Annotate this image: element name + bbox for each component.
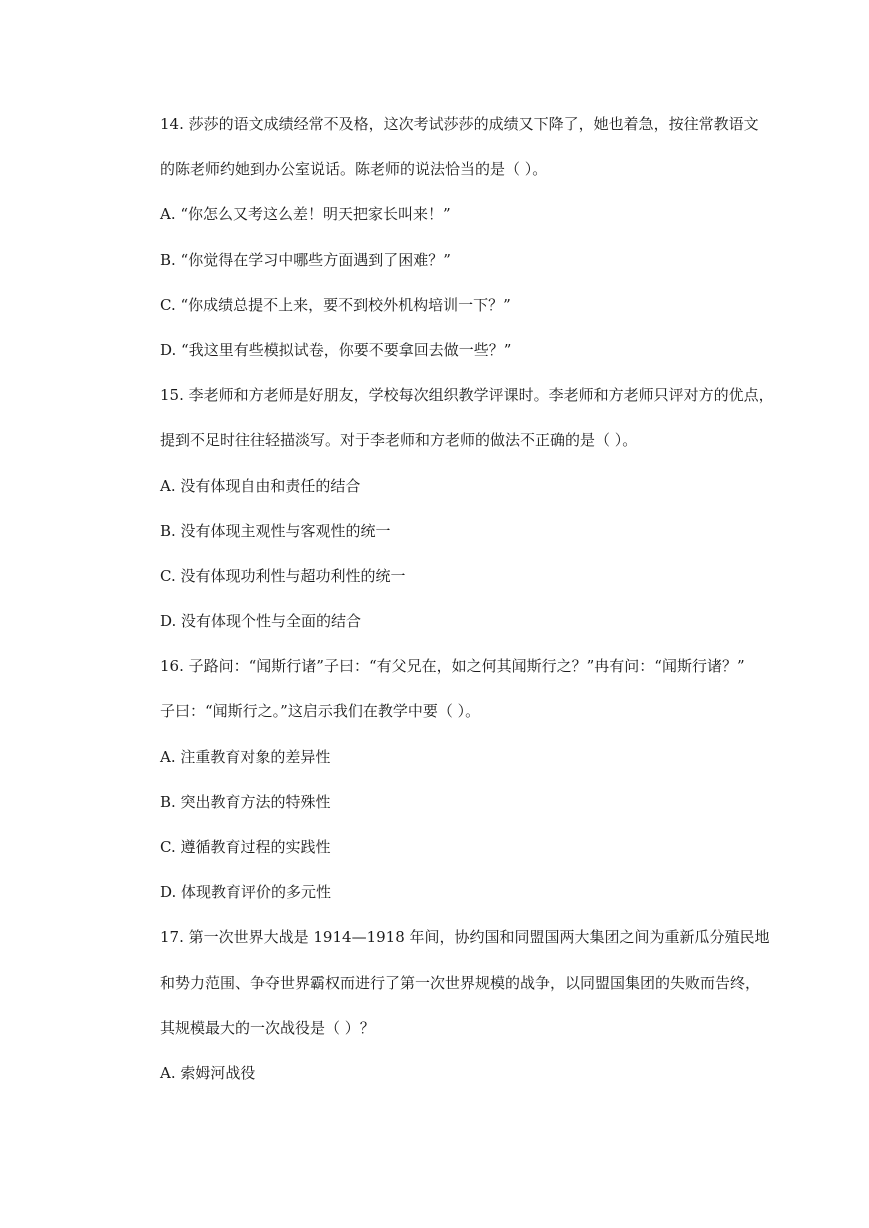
q15-stem-line-2: 提到不足时往往轻描淡写。对于李老师和方老师的做法不正确的是（ ）。 bbox=[160, 431, 638, 450]
q14-option-b: B. “你觉得在学习中哪些方面遇到了困难？” bbox=[160, 250, 451, 269]
q14-stem-line-2: 的陈老师约她到办公室说话。陈老师的说法恰当的是（ ）。 bbox=[160, 160, 548, 179]
q16-stem-line-1: 16. 子路问：“闻斯行诸”子曰：“有父兄在，如之何其闻斯行之？”冉有问：“闻斯行诸？” bbox=[160, 657, 745, 676]
q16-option-c: C. 遵循教育过程的实践性 bbox=[160, 838, 331, 856]
q15-option-c: C. 没有体现功利性与超功利性的统一 bbox=[160, 566, 406, 585]
q16-option-a: A. 注重教育对象的差异性 bbox=[160, 747, 331, 766]
q14-option-a: A. “你怎么又考这么差！明天把家长叫来！” bbox=[160, 205, 451, 224]
q16-stem-line-2: 子曰：“闻斯行之。”这启示我们在教学中要（ ）。 bbox=[160, 702, 481, 721]
q16-option-b: B. 突出教育方法的特殊性 bbox=[160, 792, 331, 811]
q14-option-c: C. “你成绩总提不上来，要不到校外机构培训一下？” bbox=[160, 295, 511, 314]
q15-option-a: A. 没有体现自由和责任的结合 bbox=[160, 476, 361, 495]
q14-option-d: D. “我这里有些模拟试卷，你要不要拿回去做一些？” bbox=[160, 340, 512, 359]
q17-stem-line-3: 其规模最大的一次战役是（ ）？ bbox=[160, 1018, 375, 1037]
q17-stem-line-2: 和势力范围、争夺世界霸权而进行了第一次世界规模的战争，以同盟国集团的失败而告终， bbox=[160, 973, 761, 992]
q14-stem-line-1: 14. 莎莎的语文成绩经常不及格，这次考试莎莎的成绩又下降了，她也着急，按往常教语文 bbox=[160, 115, 759, 133]
q15-option-d: D. 没有体现个性与全面的结合 bbox=[160, 612, 362, 631]
q15-stem-line-1: 15. 李老师和方老师是好朋友，学校每次组织教学评课时。李老师和方老师只评对方的优点， bbox=[160, 386, 774, 405]
q17-option-a: A. 索姆河战役 bbox=[160, 1063, 256, 1082]
q15-option-b: B. 没有体现主观性与客观性的统一 bbox=[160, 521, 391, 540]
q17-stem-line-1: 17. 第一次世界大战是 1914—1918 年间，协约国和同盟国两大集团之间为重新瓜分殖民地 bbox=[160, 928, 770, 947]
q16-option-d: D. 体现教育评价的多元性 bbox=[160, 883, 332, 902]
